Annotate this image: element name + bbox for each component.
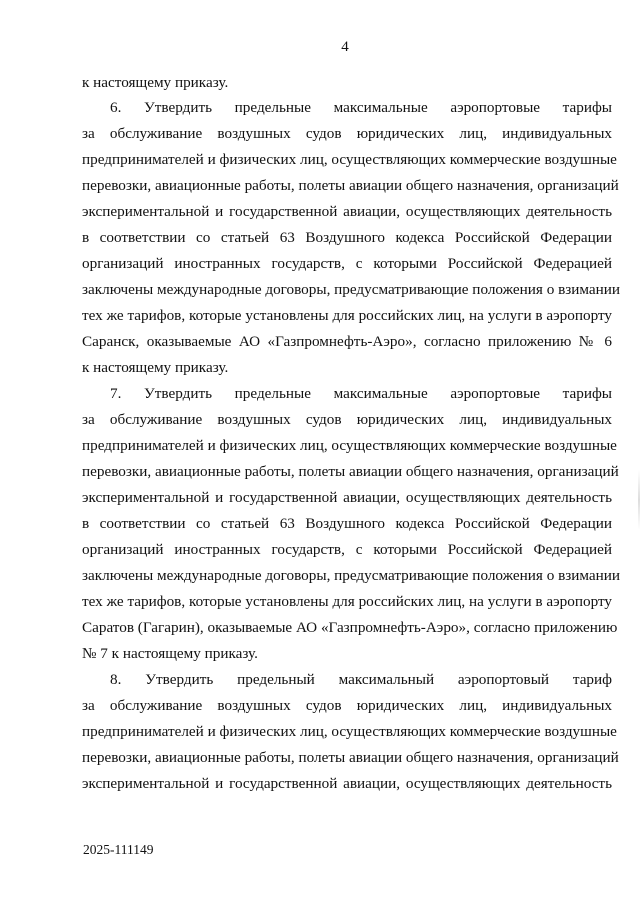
text-line: Саратов (Гагарин), оказываемые АО «Газпромнефть-Аэро», согласно приложению bbox=[82, 619, 618, 636]
text-line: № 7 к настоящему приказу. bbox=[82, 645, 258, 662]
text-line: экспериментальной и государственной авиации, осуществляющих деятельность bbox=[82, 489, 612, 506]
text-line: за обслуживание воздушных судов юридических лиц, индивидуальных bbox=[82, 697, 612, 714]
document-code: 2025-111149 bbox=[83, 842, 154, 857]
text-line: предпринимателей и физических лиц, осуществляющих коммерческие воздушные bbox=[82, 151, 617, 168]
text-line: перевозки, авиационные работы, полеты авиации общего назначения, организаций bbox=[82, 463, 619, 480]
text-line: в соответствии со статьей 63 Воздушного кодекса Российской Федерации bbox=[82, 229, 612, 246]
text-line: тех же тарифов, которые установлены для российских лиц, на услуги в аэропорту bbox=[82, 593, 612, 610]
text-line: экспериментальной и государственной авиации, осуществляющих деятельность bbox=[82, 775, 612, 792]
text-line: Саранск, оказываемые АО «Газпромнефть-Аэро», согласно приложению № 6 bbox=[82, 333, 612, 350]
text-line: предпринимателей и физических лиц, осуществляющих коммерческие воздушные bbox=[82, 437, 617, 454]
text-line: в соответствии со статьей 63 Воздушного кодекса Российской Федерации bbox=[82, 515, 612, 532]
text-line: к настоящему приказу. bbox=[82, 74, 229, 91]
text-line: перевозки, авиационные работы, полеты авиации общего назначения, организаций bbox=[82, 177, 619, 194]
text-line: тех же тарифов, которые установлены для российских лиц, на услуги в аэропорту bbox=[82, 307, 612, 324]
text-line: организаций иностранных государств, с которыми Российской Федерацией bbox=[82, 255, 612, 272]
paragraph-8-start: 8. Утвердить предельный максимальный аэропортовый тариф bbox=[110, 671, 612, 688]
text-line: к настоящему приказу. bbox=[82, 359, 229, 376]
paragraph-7-start: 7. Утвердить предельные максимальные аэропортовые тарифы bbox=[110, 385, 612, 402]
text-line: организаций иностранных государств, с которыми Российской Федерацией bbox=[82, 541, 612, 558]
text-line: перевозки, авиационные работы, полеты авиации общего назначения, организаций bbox=[82, 749, 619, 766]
text-line: экспериментальной и государственной авиации, осуществляющих деятельность bbox=[82, 203, 612, 220]
text-line: заключены международные договоры, предусматривающие положения о взимании bbox=[82, 567, 621, 584]
paragraph-6-start: 6. Утвердить предельные максимальные аэропортовые тарифы bbox=[110, 99, 612, 116]
text-line: за обслуживание воздушных судов юридических лиц, индивидуальных bbox=[82, 411, 612, 428]
text-line: предпринимателей и физических лиц, осуществляющих коммерческие воздушные bbox=[82, 723, 617, 740]
text-line: за обслуживание воздушных судов юридических лиц, индивидуальных bbox=[82, 125, 612, 142]
text-line: заключены международные договоры, предусматривающие положения о взимании bbox=[82, 281, 621, 298]
page-number: 4 bbox=[341, 39, 349, 55]
